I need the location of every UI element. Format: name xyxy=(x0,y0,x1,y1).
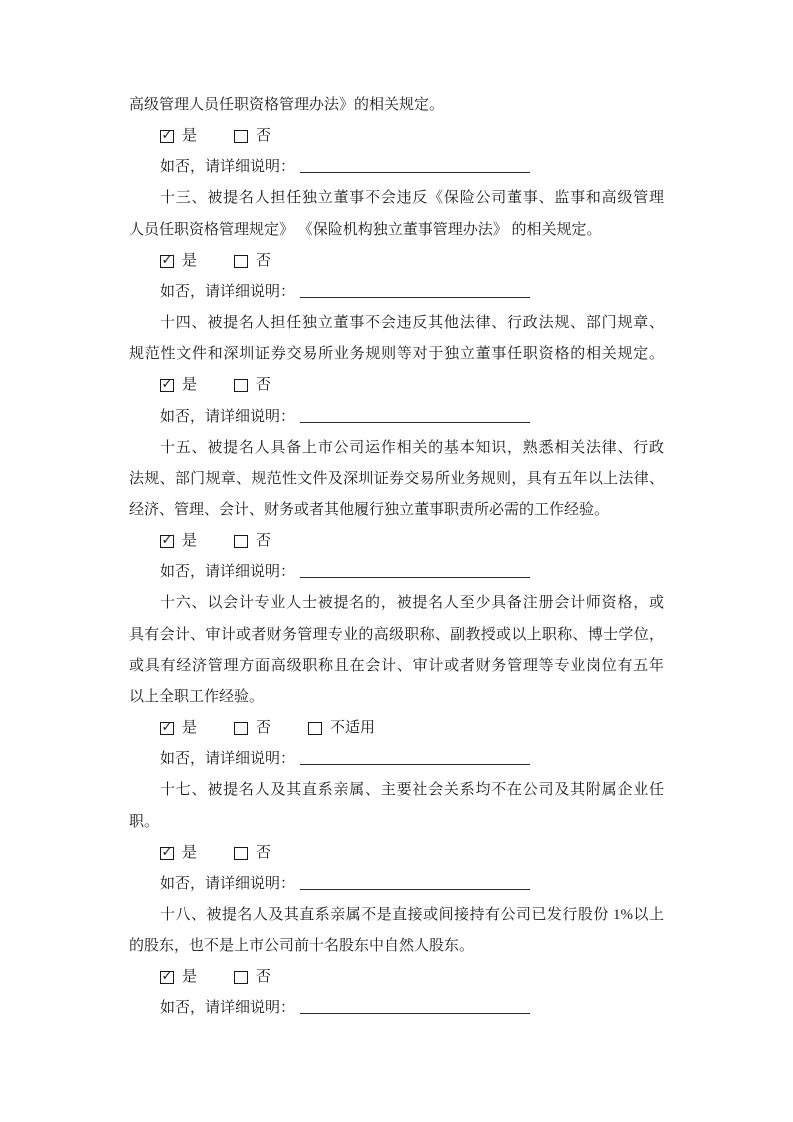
followup-row xyxy=(129,557,664,588)
followup-row xyxy=(129,993,664,1024)
option-yes[interactable] xyxy=(160,713,197,744)
checkbox-unchecked-icon[interactable] xyxy=(234,379,248,392)
option-no[interactable] xyxy=(234,838,271,869)
checkbox-option-label: 是 xyxy=(182,533,198,550)
paragraph-line: 以上全职工作经验。 xyxy=(129,688,265,705)
checkbox-option-label: 否 xyxy=(256,720,272,737)
checkbox-option-label: 否 xyxy=(256,128,272,145)
checkbox-checked-icon[interactable] xyxy=(160,971,174,984)
check-mark-icon: ✓ xyxy=(161,969,173,985)
declaration-section-item-13 xyxy=(129,183,664,308)
option-yes[interactable] xyxy=(160,370,197,401)
declaration-section-item-17 xyxy=(129,775,664,900)
options-row xyxy=(129,526,664,557)
checkbox-checked-icon[interactable] xyxy=(160,535,174,548)
options-row xyxy=(129,121,664,152)
check-mark-icon: ✓ xyxy=(161,377,173,393)
followup-label: 如否，请详细说明： xyxy=(160,751,296,768)
option-yes[interactable] xyxy=(160,838,197,869)
followup-row xyxy=(129,277,664,308)
declaration-section-item-16 xyxy=(129,588,664,775)
checkbox-option-label: 是 xyxy=(182,969,198,986)
option-yes[interactable] xyxy=(160,526,197,557)
paragraph-line: 人员任职资格管理规定》 《保险机构独立董事管理办法》 的相关规定。 xyxy=(129,221,602,238)
paragraph-line: 十三、被提名人担任独立董事不会违反《保险公司董事、监事和高级管理 xyxy=(160,190,664,207)
option-yes[interactable] xyxy=(160,121,197,152)
option-no[interactable] xyxy=(234,246,271,277)
followup-row xyxy=(129,869,664,900)
checkbox-checked-icon[interactable] xyxy=(160,379,174,392)
paragraph-line: 十四、被提名人担任独立董事不会违反其他法律、行政法规、部门规章、 xyxy=(160,315,664,332)
checkbox-option-label: 是 xyxy=(182,377,198,394)
options-row xyxy=(129,246,664,277)
explanation-blank[interactable] xyxy=(300,408,530,423)
option-no[interactable] xyxy=(234,962,271,993)
paragraph-line: 十五、被提名人具备上市公司运作相关的基本知识，熟悉相关法律、行政 xyxy=(160,439,664,456)
checkbox-unchecked-icon[interactable] xyxy=(234,847,248,860)
checkbox-checked-icon[interactable] xyxy=(160,844,174,860)
explanation-blank[interactable] xyxy=(300,283,530,298)
followup-row xyxy=(129,402,664,433)
paragraph-line: 具有会计、审计或者财务管理专业的高级职称、副教授或以上职称、博士学位， xyxy=(129,626,664,643)
followup-label: 如否，请详细说明： xyxy=(160,283,296,300)
checkbox-option-label: 不适用 xyxy=(330,720,376,737)
followup-label: 如否，请详细说明： xyxy=(160,564,296,581)
paragraph-line: 十六、以会计专业人士被提名的，被提名人至少具备注册会计师资格，或 xyxy=(160,595,664,612)
check-mark-icon: ✓ xyxy=(161,844,173,860)
paragraph-line: 职。 xyxy=(129,813,160,830)
checkbox-unchecked-icon[interactable] xyxy=(234,130,248,143)
checkbox-unchecked-icon[interactable] xyxy=(308,722,322,735)
option-yes[interactable] xyxy=(160,246,197,277)
checkbox-option-label: 否 xyxy=(256,533,272,550)
check-mark-icon: ✓ xyxy=(161,128,173,144)
options-row xyxy=(129,962,664,993)
checkbox-checked-icon[interactable] xyxy=(160,130,174,143)
checkbox-unchecked-icon[interactable] xyxy=(234,722,248,735)
checkbox-option-label: 否 xyxy=(256,969,272,986)
paragraph-line: 十七、被提名人及其直系亲属、主要社会关系均不在公司及其附属企业任 xyxy=(160,782,664,799)
document-content xyxy=(129,90,664,1025)
paragraph-line: 高级管理人员任职资格管理办法》的相关规定。 xyxy=(129,97,445,113)
checkbox-option-label: 是 xyxy=(182,720,198,737)
followup-label: 如否，请详细说明： xyxy=(160,159,296,176)
explanation-blank[interactable] xyxy=(300,875,530,890)
options-row xyxy=(129,838,664,869)
followup-label: 如否，请详细说明： xyxy=(160,875,296,892)
option-yes[interactable] xyxy=(160,962,197,993)
followup-label: 如否，请详细说明： xyxy=(160,1000,296,1017)
paragraph-line: 经济、管理、会计、财务或者其他履行独立董事职责所必需的工作经验。 xyxy=(129,501,610,518)
checkbox-checked-icon[interactable] xyxy=(160,722,174,735)
declaration-section-item-12-continuation xyxy=(129,90,664,183)
option-no[interactable] xyxy=(234,121,271,152)
declaration-section-item-14 xyxy=(129,308,664,433)
followup-row xyxy=(129,152,664,183)
option-no[interactable] xyxy=(234,526,271,557)
checkbox-unchecked-icon[interactable] xyxy=(234,535,248,548)
followup-row xyxy=(129,744,664,775)
paragraph-line: 或具有经济管理方面高级职称且在会计、审计或者财务管理等专业岗位有五年 xyxy=(129,657,664,674)
checkbox-unchecked-icon[interactable] xyxy=(234,971,248,984)
paragraph-line: 的股东，也不是上市公司前十名股东中自然人股东。 xyxy=(129,938,475,955)
paragraph-line: 十八、被提名人及其直系亲属不是直接或间接持有公司已发行股份 1%以上 xyxy=(160,906,664,923)
paragraph-line: 规范性文件和深圳证券交易所业务规则等对于独立董事任职资格的相关规定。 xyxy=(129,346,664,363)
followup-label: 如否，请详细说明： xyxy=(160,408,296,425)
explanation-blank[interactable] xyxy=(300,999,530,1014)
declaration-section-item-15 xyxy=(129,433,664,589)
checkbox-option-label: 是 xyxy=(182,844,198,861)
checkbox-option-label: 是 xyxy=(182,252,198,269)
checkbox-option-label: 是 xyxy=(182,128,198,145)
checkbox-option-label: 否 xyxy=(256,252,272,269)
check-mark-icon: ✓ xyxy=(161,533,173,549)
explanation-blank[interactable] xyxy=(300,750,530,765)
check-mark-icon: ✓ xyxy=(161,720,173,736)
checkbox-option-label: 否 xyxy=(256,377,272,394)
options-row xyxy=(129,370,664,401)
option-not-applicable[interactable] xyxy=(308,713,375,744)
declaration-section-item-18 xyxy=(129,900,664,1025)
options-row xyxy=(129,713,664,744)
check-mark-icon: ✓ xyxy=(161,252,173,268)
option-no[interactable] xyxy=(234,713,271,744)
explanation-blank[interactable] xyxy=(300,563,530,578)
checkbox-option-label: 否 xyxy=(256,844,272,861)
checkbox-unchecked-icon[interactable] xyxy=(234,255,248,268)
paragraph-line: 法规、部门规章、规范性文件及深圳证券交易所业务规则，具有五年以上法律、 xyxy=(129,470,664,487)
option-no[interactable] xyxy=(234,370,271,401)
explanation-blank[interactable] xyxy=(300,158,530,173)
checkbox-checked-icon[interactable] xyxy=(160,252,174,268)
